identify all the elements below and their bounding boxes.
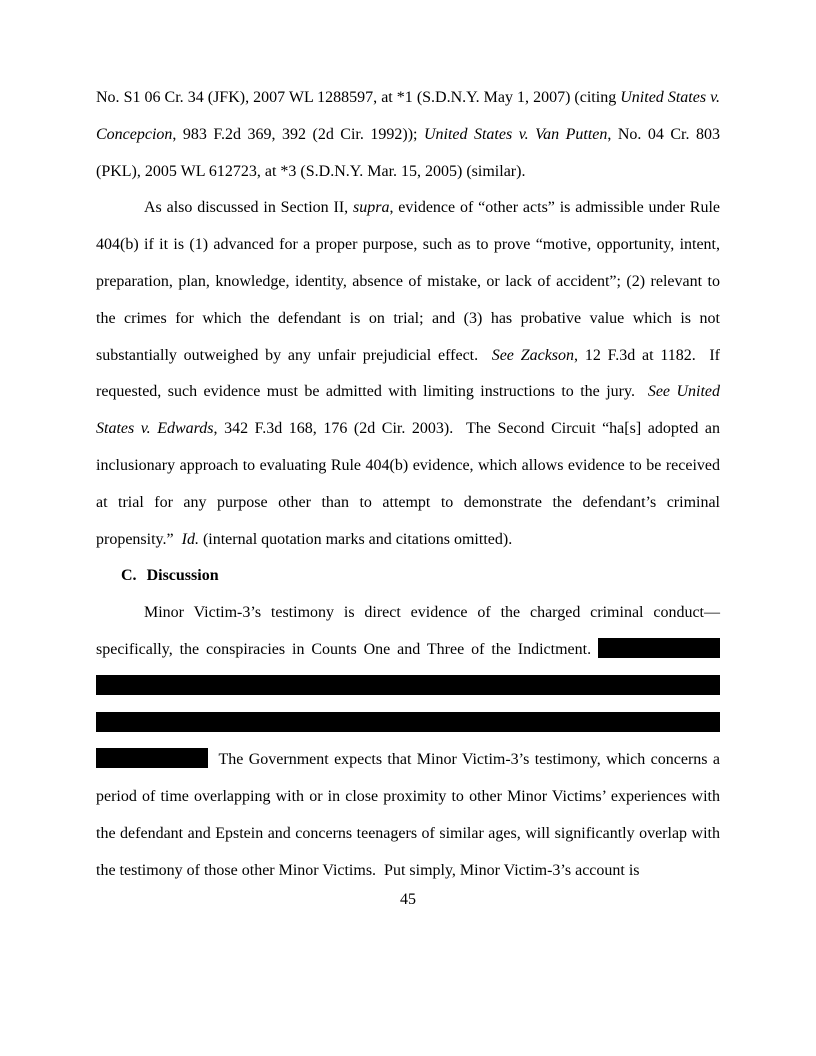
paragraph: [96, 595, 720, 889]
redaction-bar: [96, 675, 720, 695]
text-segment: (internal quotation marks and citations omitted).: [198, 530, 513, 548]
text-segment: , No. 04 Cr. 803 (PKL), 2005 WL 612723, at *3 (S.D.N.Y. Mar. 15, 2005) (similar).: [96, 125, 720, 180]
heading-title: Discussion: [146, 567, 219, 585]
text-segment: See United States v. Edwards: [96, 383, 720, 438]
text-segment: , evidence of “other acts” is admissible under Rule 404(b) if it is (1) advanced for a proper purpose, such as to prove “motive, opportunity, intent, preparation, plan, knowledge, identity, absence of mistake, or lack of accident”; (2) relevant to the crimes for which the defendant is on trial; and (3) has probative value which is not substantially outweighed by any unfair prejudicial effect.: [96, 199, 720, 364]
text-segment: , 342 F.3d 168, 176 (2d Cir. 2003). The Second Circuit “ha[s] adopted an inclusionary approach to evaluating Rule 404(b) evidence, which allows evidence to be received at trial for any purpose other than to attempt to demonstrate the defendant’s criminal propensity.”: [96, 420, 721, 548]
text-segment: The Government expects that Minor Victim-3’s testimony, which concerns a period of time overlapping with or in close proximity to other Minor Victims’ experiences with the defendant and Epstein and concerns teenagers of similar ages, will significantly overlap with the testimony of those other Minor Victims. Put simply, Minor Victim-3’s account is: [96, 751, 720, 879]
text-segment: United States v. Concepcion: [96, 89, 720, 143]
text-segment: Minor Victim-3’s testimony is direct evidence of the charged criminal conduct—specifically, the conspiracies in Counts One and Three of the Indictment.: [96, 604, 720, 658]
text-segment: United States v. Van Putten: [423, 125, 608, 143]
text-segment: supra: [352, 199, 390, 217]
page-number: 45: [400, 890, 416, 908]
section-heading: [96, 558, 720, 595]
text-segment: See Zackson: [491, 346, 575, 364]
text-segment: , 983 F.2d 369, 392 (2d Cir. 1992));: [172, 125, 424, 143]
paragraph: [96, 80, 720, 190]
text-segment: No. S1 06 Cr. 34 (JFK), 2007 WL 1288597, at *1 (S.D.N.Y. May 1, 2007) (citing: [96, 89, 621, 106]
text-segment: As also discussed in Section II,: [144, 199, 353, 217]
redaction-bar: [598, 638, 720, 658]
document-body: [96, 80, 720, 890]
heading-label: C.: [121, 567, 137, 585]
text-segment: , 12 F.3d at 1182. If requested, such evidence must be admitted with limiting instructions to the jury.: [96, 346, 721, 401]
text-segment: Id.: [181, 530, 199, 548]
paragraph: [96, 190, 720, 558]
redaction-bar: [96, 712, 720, 732]
redaction-bar: [96, 748, 208, 768]
